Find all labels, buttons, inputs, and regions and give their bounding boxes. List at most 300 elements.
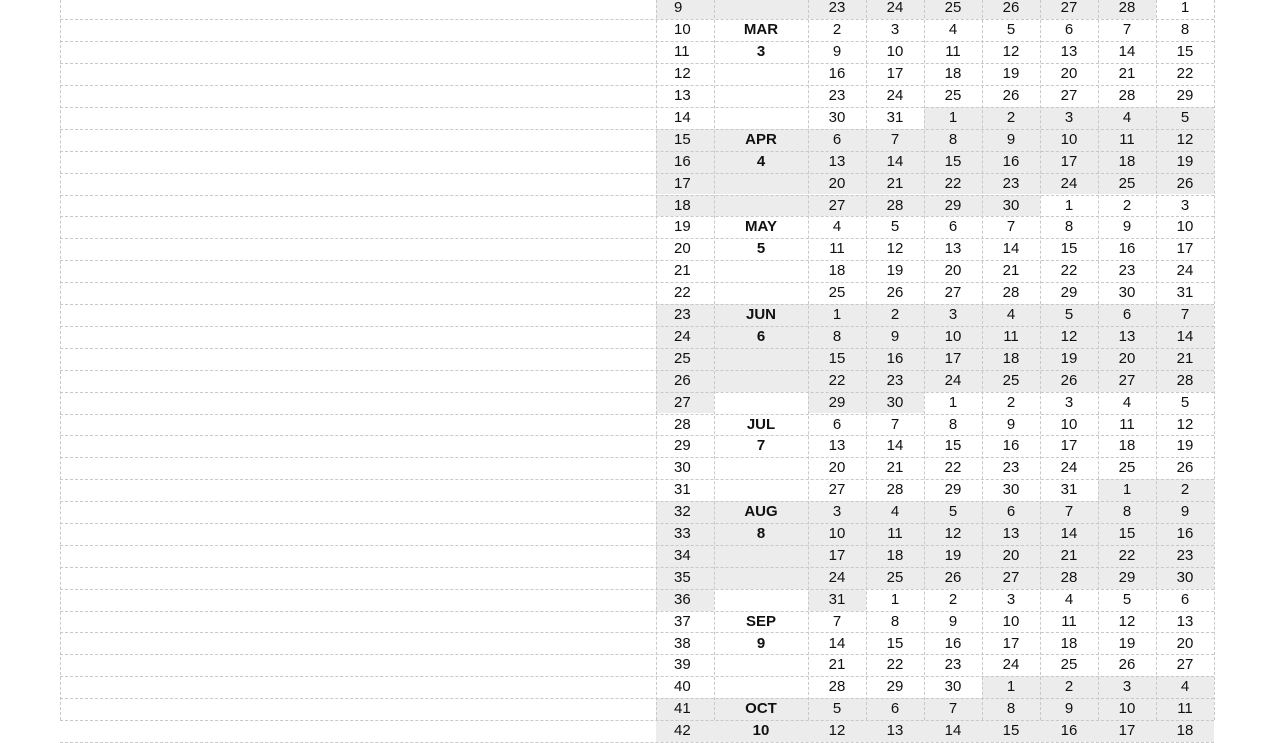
- month-label: APR: [745, 130, 777, 148]
- month-label: [714, 282, 808, 304]
- day-cell: 29: [1176, 87, 1194, 104]
- day-cell: 8: [948, 415, 958, 433]
- day-cell: 1: [948, 393, 958, 411]
- day-cell: 28: [1002, 284, 1020, 302]
- month-label: [714, 348, 808, 370]
- day-cell: 4: [1122, 393, 1132, 411]
- day-cell: 24: [886, 87, 904, 104]
- day-cell: 23: [1002, 174, 1020, 192]
- day-cell: 22: [1118, 546, 1136, 564]
- day-cell: 11: [945, 43, 961, 61]
- day-cell: 28: [1118, 0, 1136, 17]
- day-cell: 21: [1118, 65, 1136, 83]
- day-cell: 12: [944, 525, 962, 542]
- day-cell: 5: [948, 503, 958, 521]
- day-cell: 20: [1118, 349, 1136, 367]
- week-number: 12: [674, 65, 691, 83]
- month-label: [714, 457, 808, 479]
- day-cell: 11: [829, 240, 845, 258]
- day-cell: 4: [1122, 108, 1132, 126]
- day-cell: 9: [1006, 415, 1016, 433]
- day-cell: 1: [1064, 196, 1074, 214]
- month-label: MAY: [745, 218, 777, 236]
- day-cell: 18: [1176, 722, 1194, 740]
- day-cell: 25: [1118, 174, 1136, 192]
- week-number: 28: [674, 415, 691, 433]
- day-cell: 7: [948, 700, 958, 718]
- week-number: 17: [674, 174, 691, 192]
- day-cell: 18: [1118, 437, 1136, 455]
- week-number: 25: [674, 349, 691, 367]
- day-cell: 23: [944, 656, 962, 674]
- day-cell: 4: [948, 21, 958, 39]
- day-cell: 20: [944, 262, 962, 280]
- week-number: 39: [674, 656, 691, 674]
- week-number: 26: [674, 371, 691, 389]
- day-cell: 2: [1064, 678, 1074, 696]
- day-cell: 16: [1176, 525, 1194, 542]
- day-cell: 24: [1176, 262, 1194, 280]
- week-number: 21: [674, 262, 691, 280]
- day-cell: 8: [1006, 700, 1016, 718]
- month-label: MAR: [743, 21, 779, 39]
- day-cell: 16: [1002, 152, 1020, 170]
- day-cell: 2: [1006, 108, 1016, 126]
- day-cell: 28: [886, 481, 904, 499]
- day-cell: 15: [1176, 43, 1194, 61]
- month-label: [714, 676, 808, 698]
- day-cell: 21: [886, 174, 904, 192]
- month-label: JUN: [745, 306, 776, 323]
- day-cell: 14: [1118, 43, 1136, 61]
- day-cell: 10: [944, 327, 962, 345]
- day-cell: 24: [944, 371, 962, 389]
- day-cell: 19: [1176, 152, 1194, 170]
- day-cell: 15: [886, 634, 904, 652]
- day-cell: 25: [1060, 656, 1078, 674]
- day-cell: 13: [886, 722, 904, 740]
- day-cell: 22: [828, 371, 846, 389]
- day-cell: 20: [1176, 634, 1194, 652]
- week-number: 22: [674, 284, 691, 302]
- day-cell: 23: [1176, 546, 1194, 564]
- day-cell: 15: [944, 152, 962, 170]
- day-cell: 5: [890, 218, 900, 236]
- day-cell: 25: [828, 284, 846, 302]
- day-cell: 26: [1002, 87, 1020, 104]
- day-cell: 9: [1006, 130, 1016, 148]
- month-label: 7: [756, 437, 766, 455]
- day-cell: 16: [944, 634, 962, 652]
- day-cell: 20: [1060, 65, 1078, 83]
- day-cell: 10: [1176, 218, 1194, 236]
- day-cell: 26: [1176, 459, 1194, 477]
- day-cell: 8: [1180, 21, 1190, 39]
- day-cell: 17: [944, 349, 962, 367]
- day-cell: 29: [828, 393, 846, 411]
- day-cell: 25: [944, 0, 962, 17]
- month-label: 5: [756, 240, 766, 258]
- day-cell: 7: [832, 612, 842, 630]
- day-cell: 20: [828, 174, 846, 192]
- day-cell: 29: [944, 481, 962, 499]
- day-cell: 21: [828, 656, 846, 674]
- week-number: 33: [674, 525, 691, 542]
- day-cell: 13: [1176, 612, 1194, 630]
- day-cell: 11: [1119, 415, 1135, 433]
- day-cell: 12: [1176, 415, 1194, 433]
- month-label: 3: [756, 43, 766, 61]
- day-cell: 18: [1060, 634, 1078, 652]
- day-cell: 14: [1060, 525, 1078, 542]
- day-cell: 16: [1060, 722, 1078, 740]
- month-label: [714, 654, 808, 676]
- week-number: 36: [674, 590, 691, 608]
- day-cell: 14: [886, 437, 904, 455]
- month-label: OCT: [745, 700, 777, 718]
- day-cell: 31: [1060, 481, 1078, 499]
- day-cell: 24: [1002, 656, 1020, 674]
- day-cell: 17: [1060, 152, 1078, 170]
- week-number: 31: [674, 481, 691, 499]
- day-cell: 26: [1118, 656, 1136, 674]
- day-cell: 18: [828, 262, 846, 280]
- week-number: 30: [674, 459, 691, 477]
- day-cell: 30: [1118, 284, 1136, 302]
- day-cell: 3: [832, 503, 842, 521]
- day-cell: 26: [886, 284, 904, 302]
- day-cell: 15: [828, 349, 846, 367]
- day-cell: 9: [832, 43, 842, 61]
- day-cell: 31: [886, 108, 904, 126]
- day-cell: 8: [948, 130, 958, 148]
- day-cell: 14: [1002, 240, 1020, 258]
- day-cell: 2: [948, 590, 958, 608]
- day-cell: 8: [1122, 503, 1132, 521]
- day-cell: 3: [948, 306, 958, 323]
- week-number: 42: [674, 722, 691, 740]
- day-cell: 12: [1002, 43, 1020, 61]
- day-cell: 29: [944, 196, 962, 214]
- day-cell: 9: [948, 612, 958, 630]
- day-cell: 10: [1060, 415, 1078, 433]
- day-cell: 28: [828, 678, 846, 696]
- day-cell: 21: [886, 459, 904, 477]
- day-cell: 2: [832, 21, 842, 39]
- day-cell: 2: [1006, 393, 1016, 411]
- day-cell: 19: [1118, 634, 1136, 652]
- month-label: [714, 545, 808, 567]
- day-cell: 2: [1180, 481, 1190, 499]
- day-cell: 28: [1060, 568, 1078, 586]
- day-cell: 19: [1176, 437, 1194, 455]
- day-cell: 15: [1002, 722, 1020, 740]
- day-cell: 4: [1006, 306, 1016, 323]
- day-cell: 25: [1118, 459, 1136, 477]
- month-label: [714, 589, 808, 611]
- month-label: SEP: [745, 612, 776, 630]
- day-cell: 28: [1118, 87, 1136, 104]
- day-cell: 3: [1180, 196, 1190, 214]
- day-cell: 10: [828, 525, 846, 542]
- day-cell: 15: [944, 437, 962, 455]
- week-number: 27: [674, 393, 691, 411]
- day-cell: 29: [1060, 284, 1078, 302]
- day-cell: 10: [1060, 130, 1078, 148]
- day-cell: 19: [1060, 349, 1078, 367]
- day-cell: 26: [1176, 174, 1194, 192]
- day-cell: 6: [1006, 503, 1016, 521]
- month-label: [714, 567, 808, 589]
- day-cell: 3: [890, 21, 900, 39]
- day-cell: 25: [886, 568, 904, 586]
- day-cell: 4: [832, 218, 842, 236]
- day-cell: 13: [1060, 43, 1078, 61]
- day-cell: 13: [1118, 327, 1136, 345]
- day-cell: 9: [1064, 700, 1074, 718]
- day-cell: 20: [828, 459, 846, 477]
- week-number: 13: [674, 87, 691, 104]
- day-cell: 19: [886, 262, 904, 280]
- day-cell: 14: [828, 634, 846, 652]
- week-number: 10: [674, 21, 691, 39]
- day-cell: 10: [1118, 700, 1136, 718]
- day-cell: 14: [944, 722, 962, 740]
- day-cell: 4: [1064, 590, 1074, 608]
- day-cell: 8: [890, 612, 900, 630]
- day-cell: 5: [1064, 306, 1074, 323]
- day-cell: 18: [944, 65, 962, 83]
- day-cell: 15: [1118, 525, 1136, 542]
- month-label: [714, 173, 808, 195]
- day-cell: 5: [1180, 393, 1190, 411]
- day-cell: 26: [1002, 0, 1020, 17]
- week-number: 19: [674, 218, 691, 236]
- day-cell: 12: [886, 240, 904, 258]
- day-cell: 2: [890, 306, 900, 323]
- week-number: 29: [674, 437, 691, 455]
- day-cell: 26: [1060, 371, 1078, 389]
- day-cell: 30: [1002, 196, 1020, 214]
- day-cell: 27: [828, 196, 846, 214]
- day-cell: 1: [890, 590, 900, 608]
- week-number: 24: [674, 327, 691, 345]
- week-number: 23: [674, 306, 691, 323]
- day-cell: 23: [1002, 459, 1020, 477]
- day-cell: 22: [886, 656, 904, 674]
- week-number: 40: [674, 678, 691, 696]
- week-number: 20: [674, 240, 691, 258]
- day-cell: 7: [890, 130, 900, 148]
- day-cell: 12: [1060, 327, 1078, 345]
- day-cell: 27: [1060, 87, 1078, 104]
- month-label: [714, 63, 808, 85]
- day-cell: 12: [1176, 130, 1194, 148]
- month-label: 4: [756, 152, 766, 170]
- day-cell: 21: [1002, 262, 1020, 280]
- day-cell: 3: [1122, 678, 1132, 696]
- day-cell: 27: [828, 481, 846, 499]
- month-label: [714, 85, 808, 107]
- day-cell: 16: [1118, 240, 1136, 258]
- day-cell: 4: [890, 503, 900, 521]
- day-cell: 27: [1002, 568, 1020, 586]
- day-cell: 7: [1122, 21, 1132, 39]
- day-cell: 17: [886, 65, 904, 83]
- day-cell: 25: [944, 87, 962, 104]
- day-cell: 30: [1176, 568, 1194, 586]
- day-cell: 29: [886, 678, 904, 696]
- month-label: 9: [756, 634, 766, 652]
- month-label: 8: [756, 525, 766, 542]
- day-cell: 3: [1006, 590, 1016, 608]
- day-cell: 28: [1176, 371, 1194, 389]
- day-cell: 21: [1060, 546, 1078, 564]
- day-cell: 17: [1060, 437, 1078, 455]
- day-cell: 23: [886, 371, 904, 389]
- day-cell: 11: [1003, 327, 1019, 345]
- day-cell: 11: [1177, 700, 1193, 718]
- month-label: [714, 195, 808, 217]
- day-cell: 27: [1176, 656, 1194, 674]
- week-number: 14: [674, 108, 691, 126]
- day-cell: 6: [832, 130, 842, 148]
- day-cell: 17: [1118, 722, 1136, 740]
- day-cell: 17: [1002, 634, 1020, 652]
- day-cell: 8: [1064, 218, 1074, 236]
- day-cell: 18: [1118, 152, 1136, 170]
- day-cell: 6: [1180, 590, 1190, 608]
- day-cell: 28: [886, 196, 904, 214]
- day-cell: 25: [1002, 371, 1020, 389]
- day-cell: 7: [1064, 503, 1074, 521]
- day-cell: 11: [1119, 130, 1135, 148]
- day-cell: 19: [1002, 65, 1020, 83]
- day-cell: 5: [1122, 590, 1132, 608]
- month-label: [714, 479, 808, 501]
- day-cell: 6: [1122, 306, 1132, 323]
- week-number: 41: [674, 700, 691, 718]
- day-cell: 4: [1180, 678, 1190, 696]
- day-cell: 20: [1002, 546, 1020, 564]
- day-cell: 16: [828, 65, 846, 83]
- day-cell: 24: [886, 0, 904, 17]
- day-cell: 1: [1180, 0, 1190, 17]
- day-cell: 10: [1002, 612, 1020, 630]
- day-cell: 30: [886, 393, 904, 411]
- month-label: 10: [752, 722, 770, 740]
- day-cell: 22: [944, 459, 962, 477]
- day-cell: 22: [1176, 65, 1194, 83]
- day-cell: 27: [1060, 0, 1078, 17]
- grid-line: [1214, 0, 1215, 720]
- day-cell: 26: [944, 568, 962, 586]
- month-label: [714, 392, 808, 414]
- day-cell: 24: [1060, 459, 1078, 477]
- day-cell: 8: [832, 327, 842, 345]
- day-cell: 14: [1176, 327, 1194, 345]
- day-cell: 5: [1180, 108, 1190, 126]
- day-cell: 7: [1006, 218, 1016, 236]
- week-number: 37: [674, 612, 691, 630]
- day-cell: 22: [1060, 262, 1078, 280]
- day-cell: 13: [828, 437, 846, 455]
- day-cell: 7: [890, 415, 900, 433]
- day-cell: 22: [944, 174, 962, 192]
- day-cell: 15: [1060, 240, 1078, 258]
- week-number: 34: [674, 546, 691, 564]
- day-cell: 13: [1002, 525, 1020, 542]
- day-cell: 2: [1122, 196, 1132, 214]
- week-number: 38: [674, 634, 691, 652]
- day-cell: 30: [944, 678, 962, 696]
- day-cell: 18: [886, 546, 904, 564]
- month-label: [714, 0, 808, 19]
- day-cell: 11: [887, 525, 903, 542]
- week-number: 15: [674, 130, 691, 148]
- day-cell: 1: [1122, 481, 1132, 499]
- day-cell: 12: [828, 722, 846, 740]
- day-cell: 16: [1002, 437, 1020, 455]
- day-cell: 24: [1060, 174, 1078, 192]
- day-cell: 5: [1006, 21, 1016, 39]
- day-cell: 30: [828, 108, 846, 126]
- day-cell: 1: [1006, 678, 1016, 696]
- grid-line: [60, 0, 61, 720]
- week-number: 35: [674, 568, 691, 586]
- day-cell: 30: [1002, 481, 1020, 499]
- day-cell: 3: [1064, 108, 1074, 126]
- day-cell: 3: [1064, 393, 1074, 411]
- day-cell: 17: [828, 546, 846, 564]
- month-label: AUG: [744, 503, 778, 521]
- day-cell: 11: [1061, 612, 1077, 630]
- day-cell: 23: [828, 87, 846, 104]
- day-cell: 24: [828, 568, 846, 586]
- week-number: 32: [674, 503, 691, 521]
- day-cell: 17: [1176, 240, 1194, 258]
- day-cell: 10: [886, 43, 904, 61]
- month-label: [714, 107, 808, 129]
- day-cell: 29: [1118, 568, 1136, 586]
- day-cell: 14: [886, 152, 904, 170]
- month-label: JUL: [746, 415, 776, 433]
- day-cell: 9: [890, 327, 900, 345]
- day-cell: 9: [1180, 503, 1190, 521]
- day-cell: 31: [828, 590, 846, 608]
- day-cell: 6: [890, 700, 900, 718]
- week-number: 18: [674, 196, 691, 214]
- day-cell: 13: [944, 240, 962, 258]
- day-cell: 6: [832, 415, 842, 433]
- day-cell: 16: [886, 349, 904, 367]
- day-cell: 31: [1176, 284, 1194, 302]
- week-number: 11: [674, 43, 690, 61]
- month-label: 6: [756, 327, 766, 345]
- day-cell: 19: [944, 546, 962, 564]
- day-cell: 18: [1002, 349, 1020, 367]
- day-cell: 23: [1118, 262, 1136, 280]
- day-cell: 27: [1118, 371, 1136, 389]
- day-cell: 6: [1064, 21, 1074, 39]
- week-number: 16: [674, 152, 691, 170]
- day-cell: 1: [948, 108, 958, 126]
- week-number: 9: [674, 0, 683, 17]
- day-cell: 12: [1118, 612, 1136, 630]
- day-cell: 13: [828, 152, 846, 170]
- day-cell: 23: [828, 0, 846, 17]
- day-cell: 9: [1122, 218, 1132, 236]
